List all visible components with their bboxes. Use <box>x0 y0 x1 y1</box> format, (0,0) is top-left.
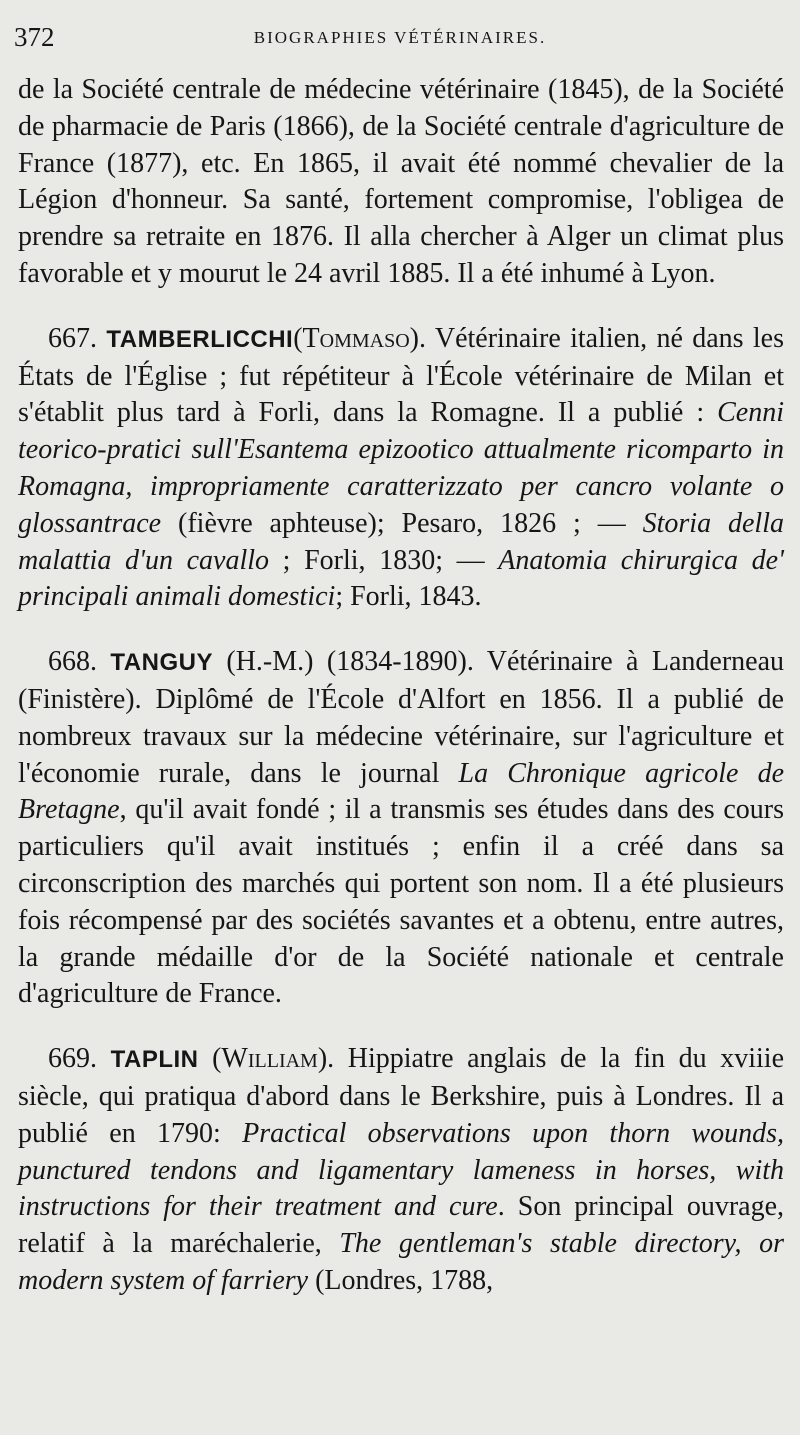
work-title: Storia della malattia d'un cavallo <box>18 507 784 576</box>
page-number: 372 <box>14 22 55 52</box>
running-title: BIOGRAPHIES VÉTÉRINAIRES. <box>253 28 547 47</box>
entry-text: . Son principal ouvrage, relatif à la maréchalerie, <box>18 1191 784 1260</box>
entry-number: 667. <box>48 322 97 354</box>
entry-given-name: (Tommaso) <box>293 322 420 354</box>
entry-number: 669. <box>48 1043 97 1075</box>
entry-669 <box>18 1041 784 1300</box>
continuation-paragraph: de la Société centrale de médecine vétérinaire (1845), de la Société de pharmacie de Paris (1866), de la Société centrale d'agriculture de France (1877), etc. En 1865, il avait été nommé chevalier de la Légion d'honneur. Sa santé, fortement compromise, l'obligea de prendre sa retraite en 1876. Il alla chercher à Alger un climat plus favorable et y mourut le 24 avril 1885. Il a été inhumé à Lyon. <box>18 74 784 289</box>
entry-text: , qu'il avait fondé ; il a transmis ses études dans des cours particuliers qu'il avait institués ; enfin il a créé dans sa circonscription des marchés qui portent son nom. Il a été plusieurs fois récompensé par des sociétés savantes et a obtenu, entre autres, la grande médaille d'or de la Société nationale et centrale d'agriculture de France. <box>18 794 784 1010</box>
work-title: The gentleman's stable directory, or modern system of farriery <box>18 1228 784 1296</box>
entry-surname: TAMBERLICCHI <box>106 325 294 353</box>
entry-668 <box>18 644 784 1013</box>
work-title: Cenni teorico-pratici sull'Esantema epizootico attualmente ricomparto in Romagna, impropriamente caratterizzato per cancro volante o glossantrace <box>18 397 784 539</box>
work-title: La Chronique agricole de Bretagne <box>18 757 784 826</box>
work-title: Practical observations upon thorn wounds, punctured tendons and ligamentary lameness in horses, with instructions for their treatment and cure <box>18 1117 785 1223</box>
entry-text: . Hippiatre anglais de la fin du xviiie siècle, qui pratiqua d'abord dans le Berkshire, puis à Londres. Il a publié en 1790: <box>18 1043 784 1149</box>
entry-number: 668. <box>48 646 97 678</box>
entry-surname: TAPLIN <box>110 1046 199 1074</box>
entry-text: (1834-1890). Vétérinaire à Landerneau (Finistère). Diplômé de l'École d'Alfort en 1856. Il a publié de nombreux travaux sur la médecine vétérinaire, sur l'agriculture et l'économie rurale, dans le journal <box>18 646 785 789</box>
page-header <box>14 22 786 52</box>
entry-text: . Vétérinaire italien, né dans les États de l'Église ; fut répétiteur à l'École vétérinaire de Milan et s'établit plus tard à Forli, dans la Romagne. Il a publié : <box>18 322 785 429</box>
page-body <box>18 72 784 1300</box>
entry-text: ; Forli, 1830; — <box>269 544 499 576</box>
entry-given-name: (H.-M.) <box>226 646 314 678</box>
entry-given-name: (William) <box>212 1043 328 1075</box>
work-title: Anatomia chirurgica de' principali animali domestici <box>18 544 784 613</box>
entry-text: ; Forli, 1843. <box>335 581 482 613</box>
entry-surname: TANGUY <box>110 649 213 677</box>
entry-text: (fièvre aphteuse); Pesaro, 1826 ; — <box>161 507 643 539</box>
entry-667 <box>18 321 784 616</box>
entry-text: (Londres, 1788, <box>308 1264 494 1296</box>
